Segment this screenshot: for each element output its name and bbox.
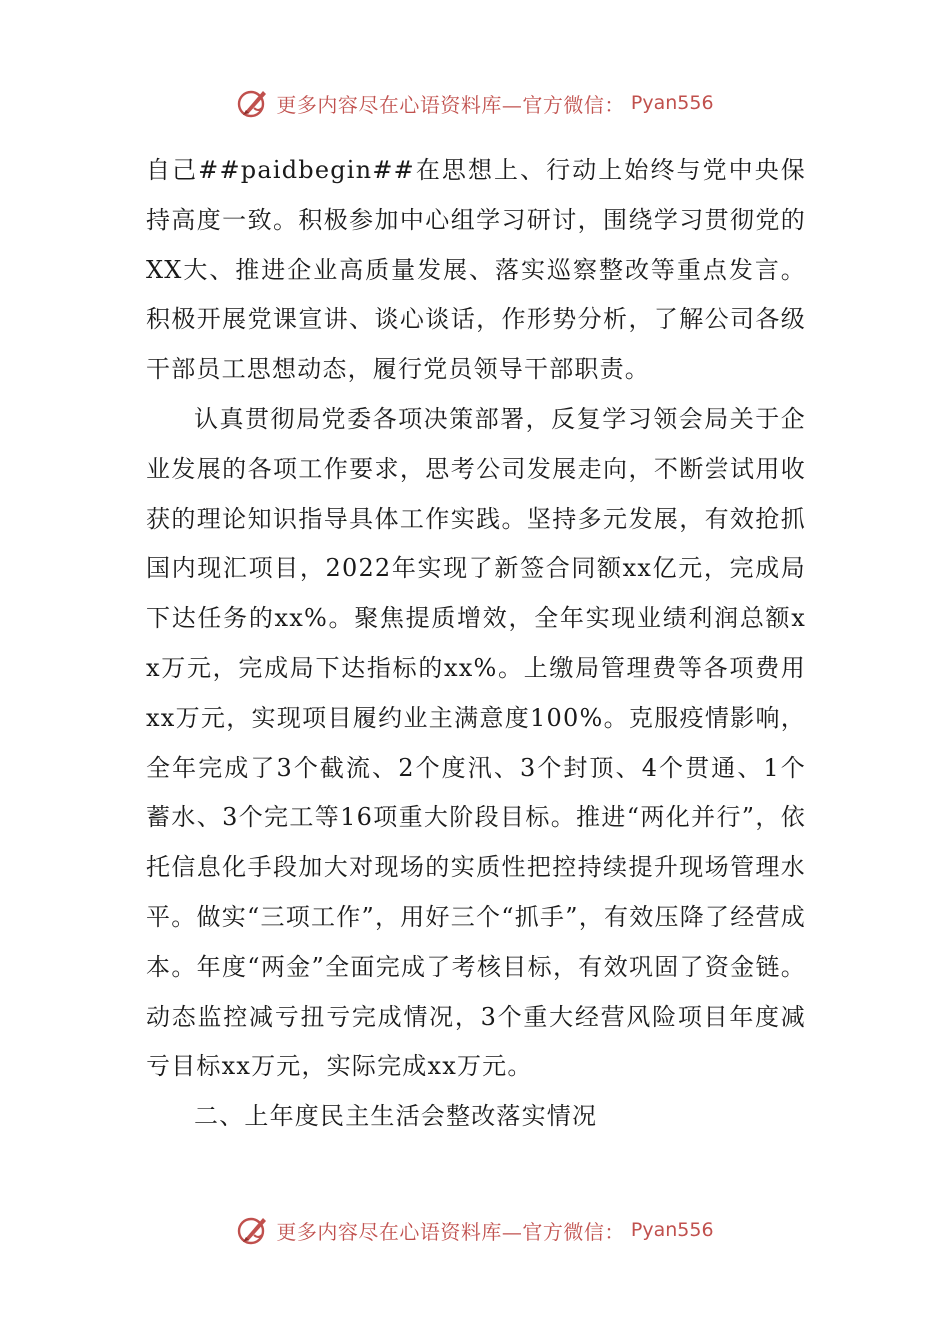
quill-pen-logo-icon	[236, 86, 270, 120]
paragraph-1: 自己##paidbegin##在思想上、行动上始终与党中央保持高度一致。积极参加中心组学习研讨，围绕学习贯彻党的XX大、推进企业高质量发展、落实巡察整改等重点发言。积极开展党课宣讲、谈心谈话，作形势分析，了解公司各级干部员工思想动态，履行党员领导干部职责。	[146, 156, 806, 384]
header-watermark	[0, 86, 950, 120]
watermark-wechat-id: Pyan556	[630, 1219, 714, 1241]
section-heading: 二、上年度民主生活会整改落实情况	[194, 1102, 598, 1131]
footer-watermark	[0, 1213, 950, 1247]
watermark-text: 更多内容尽在心语资料库—官方微信：	[276, 1219, 625, 1244]
document-body	[146, 146, 806, 1142]
watermark-wechat-id: Pyan556	[630, 92, 714, 114]
quill-pen-logo-icon	[236, 1213, 270, 1247]
watermark-text: 更多内容尽在心语资料库—官方微信：	[276, 92, 625, 117]
paragraph-2: 认真贯彻局党委各项决策部署，反复学习领会局关于企业发展的各项工作要求，思考公司发展走向，不断尝试用收获的理论知识指导具体工作实践。坚持多元发展，有效抢抓国内现汇项目，2022年实现了新签合同额xx亿元，完成局下达任务的xx%。聚焦提质增效，全年实现业绩利润总额xx万元，完成局下达指标的xx%。上缴局管理费等各项费用xx万元，实现项目履约业主满意度100%。克服疫情影响，全年完成了3个截流、2个度汛、3个封顶、4个贯通、1个蓄水、3个完工等16项重大阶段目标。推进“两化并行”，依托信息化手段加大对现场的实质性把控持续提升现场管理水平。做实“三项工作”，用好三个“抓手”，有效压降了经营成本。年度“两金”全面完成了考核目标，有效巩固了资金链。动态监控减亏扭亏完成情况，3个重大经营风险项目年度减亏目标xx万元，实际完成xx万元。	[146, 404, 806, 1081]
